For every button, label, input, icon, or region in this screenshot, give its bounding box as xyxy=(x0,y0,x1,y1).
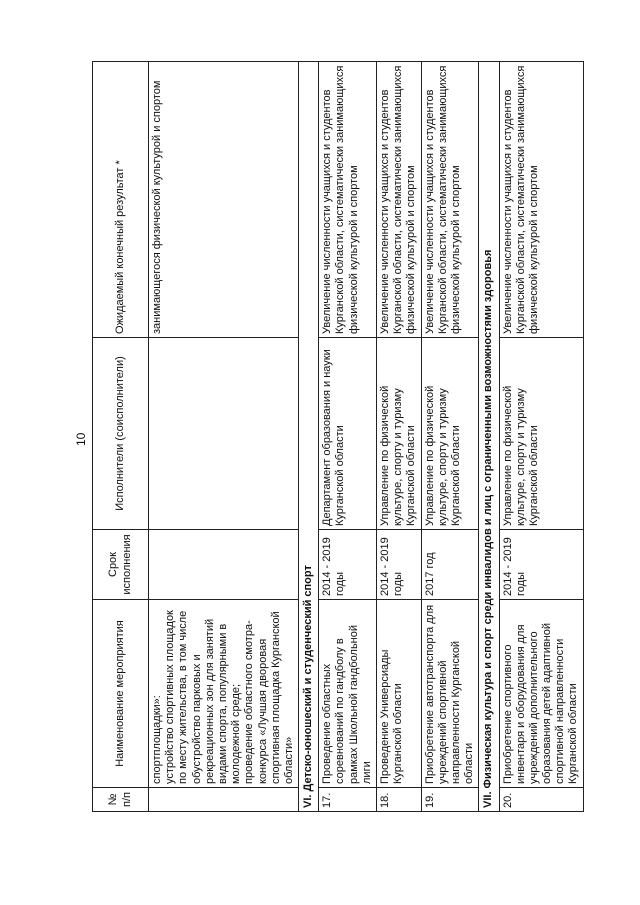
cell-num: 18. xyxy=(377,788,422,812)
cell-name: Проведение Универсиады Курганской области xyxy=(377,600,422,788)
cell-term: 2014 - 2019 годы xyxy=(319,530,377,600)
cell-result: Увеличение численности учащихся и студентов Курганской области, систематически занимающихся физической культурой и спортом xyxy=(499,62,583,338)
cell-name: Приобретение спортивного инвентаря и оборудования для учреждений дополнительного образования детей адаптивной спортивной направленности Курганской области xyxy=(499,600,583,788)
table-header-row xyxy=(93,62,149,812)
col-header-num: № п/п xyxy=(93,788,149,812)
rotated-page-content xyxy=(92,62,580,812)
cell-result: занимающегося физической культурой и спортом xyxy=(149,62,299,338)
col-header-result: Ожидаемый конечный результат * xyxy=(93,62,149,338)
col-header-executors: Исполнители (соисполнители) xyxy=(93,338,149,530)
cell-term: 2014 - 2019 годы xyxy=(499,530,583,600)
table-row xyxy=(319,62,377,812)
section-heading-6 xyxy=(299,62,319,812)
table-row xyxy=(377,62,422,812)
section-heading-7 xyxy=(479,62,499,812)
cell-name: Приобретение автотранспорта для учреждений спортивной направленности Курганской области xyxy=(421,600,479,788)
table-row xyxy=(421,62,479,812)
page-number: 10 xyxy=(74,432,88,446)
measures-table xyxy=(92,61,584,812)
cell-name: спортплощадки»: устройство спортивных площадок по месту жительства, в том числе обустройство парковых и рекреационных зон для занятий видами спорта, популярными в молодежной среде; проведение областного смотра-конкурса «Лучшая дворовая спортивная площадка Курганской области» xyxy=(149,600,299,788)
col-header-term: Срок исполнения xyxy=(93,530,149,600)
cell-num xyxy=(149,788,299,812)
cell-result: Увеличение численности учащихся и студентов Курганской области, систематически занимающихся физической культурой и спортом xyxy=(421,62,479,338)
section-title: VI. Детско-юношеский и студенческий спорт xyxy=(299,62,319,812)
cell-term: 2014 - 2019 годы xyxy=(377,530,422,600)
cell-num: 19. xyxy=(421,788,479,812)
table-row xyxy=(499,62,583,812)
cell-result: Увеличение численности учащихся и студентов Курганской области, систематически занимающихся физической культурой и спортом xyxy=(377,62,422,338)
col-header-name: Наименование мероприятия xyxy=(93,600,149,788)
cell-result: Увеличение численности учащихся и студентов Курганской области, систематически занимающихся физической культурой и спортом xyxy=(319,62,377,338)
cell-executors: Департамент образования и науки Курганской области xyxy=(319,338,377,530)
section-title: VII. Физическая культура и спорт среди инвалидов и лиц с ограниченными возможностями здоровья xyxy=(479,62,499,812)
table-row-continued xyxy=(149,62,299,812)
cell-term xyxy=(149,530,299,600)
cell-executors: Управление по физической культуре, спорту и туризму Курганской области xyxy=(421,338,479,530)
cell-num: 20. xyxy=(499,788,583,812)
cell-term: 2017 год xyxy=(421,530,479,600)
cell-executors xyxy=(149,338,299,530)
cell-executors: Управление по физической культуре, спорту и туризму Курганской области xyxy=(377,338,422,530)
cell-num: 17. xyxy=(319,788,377,812)
cell-executors: Управление по физической культуре, спорту и туризму Курганской области xyxy=(499,338,583,530)
cell-name: Проведение областных соревнований по гандболу в рамках Школьной гандбольной лиги xyxy=(319,600,377,788)
